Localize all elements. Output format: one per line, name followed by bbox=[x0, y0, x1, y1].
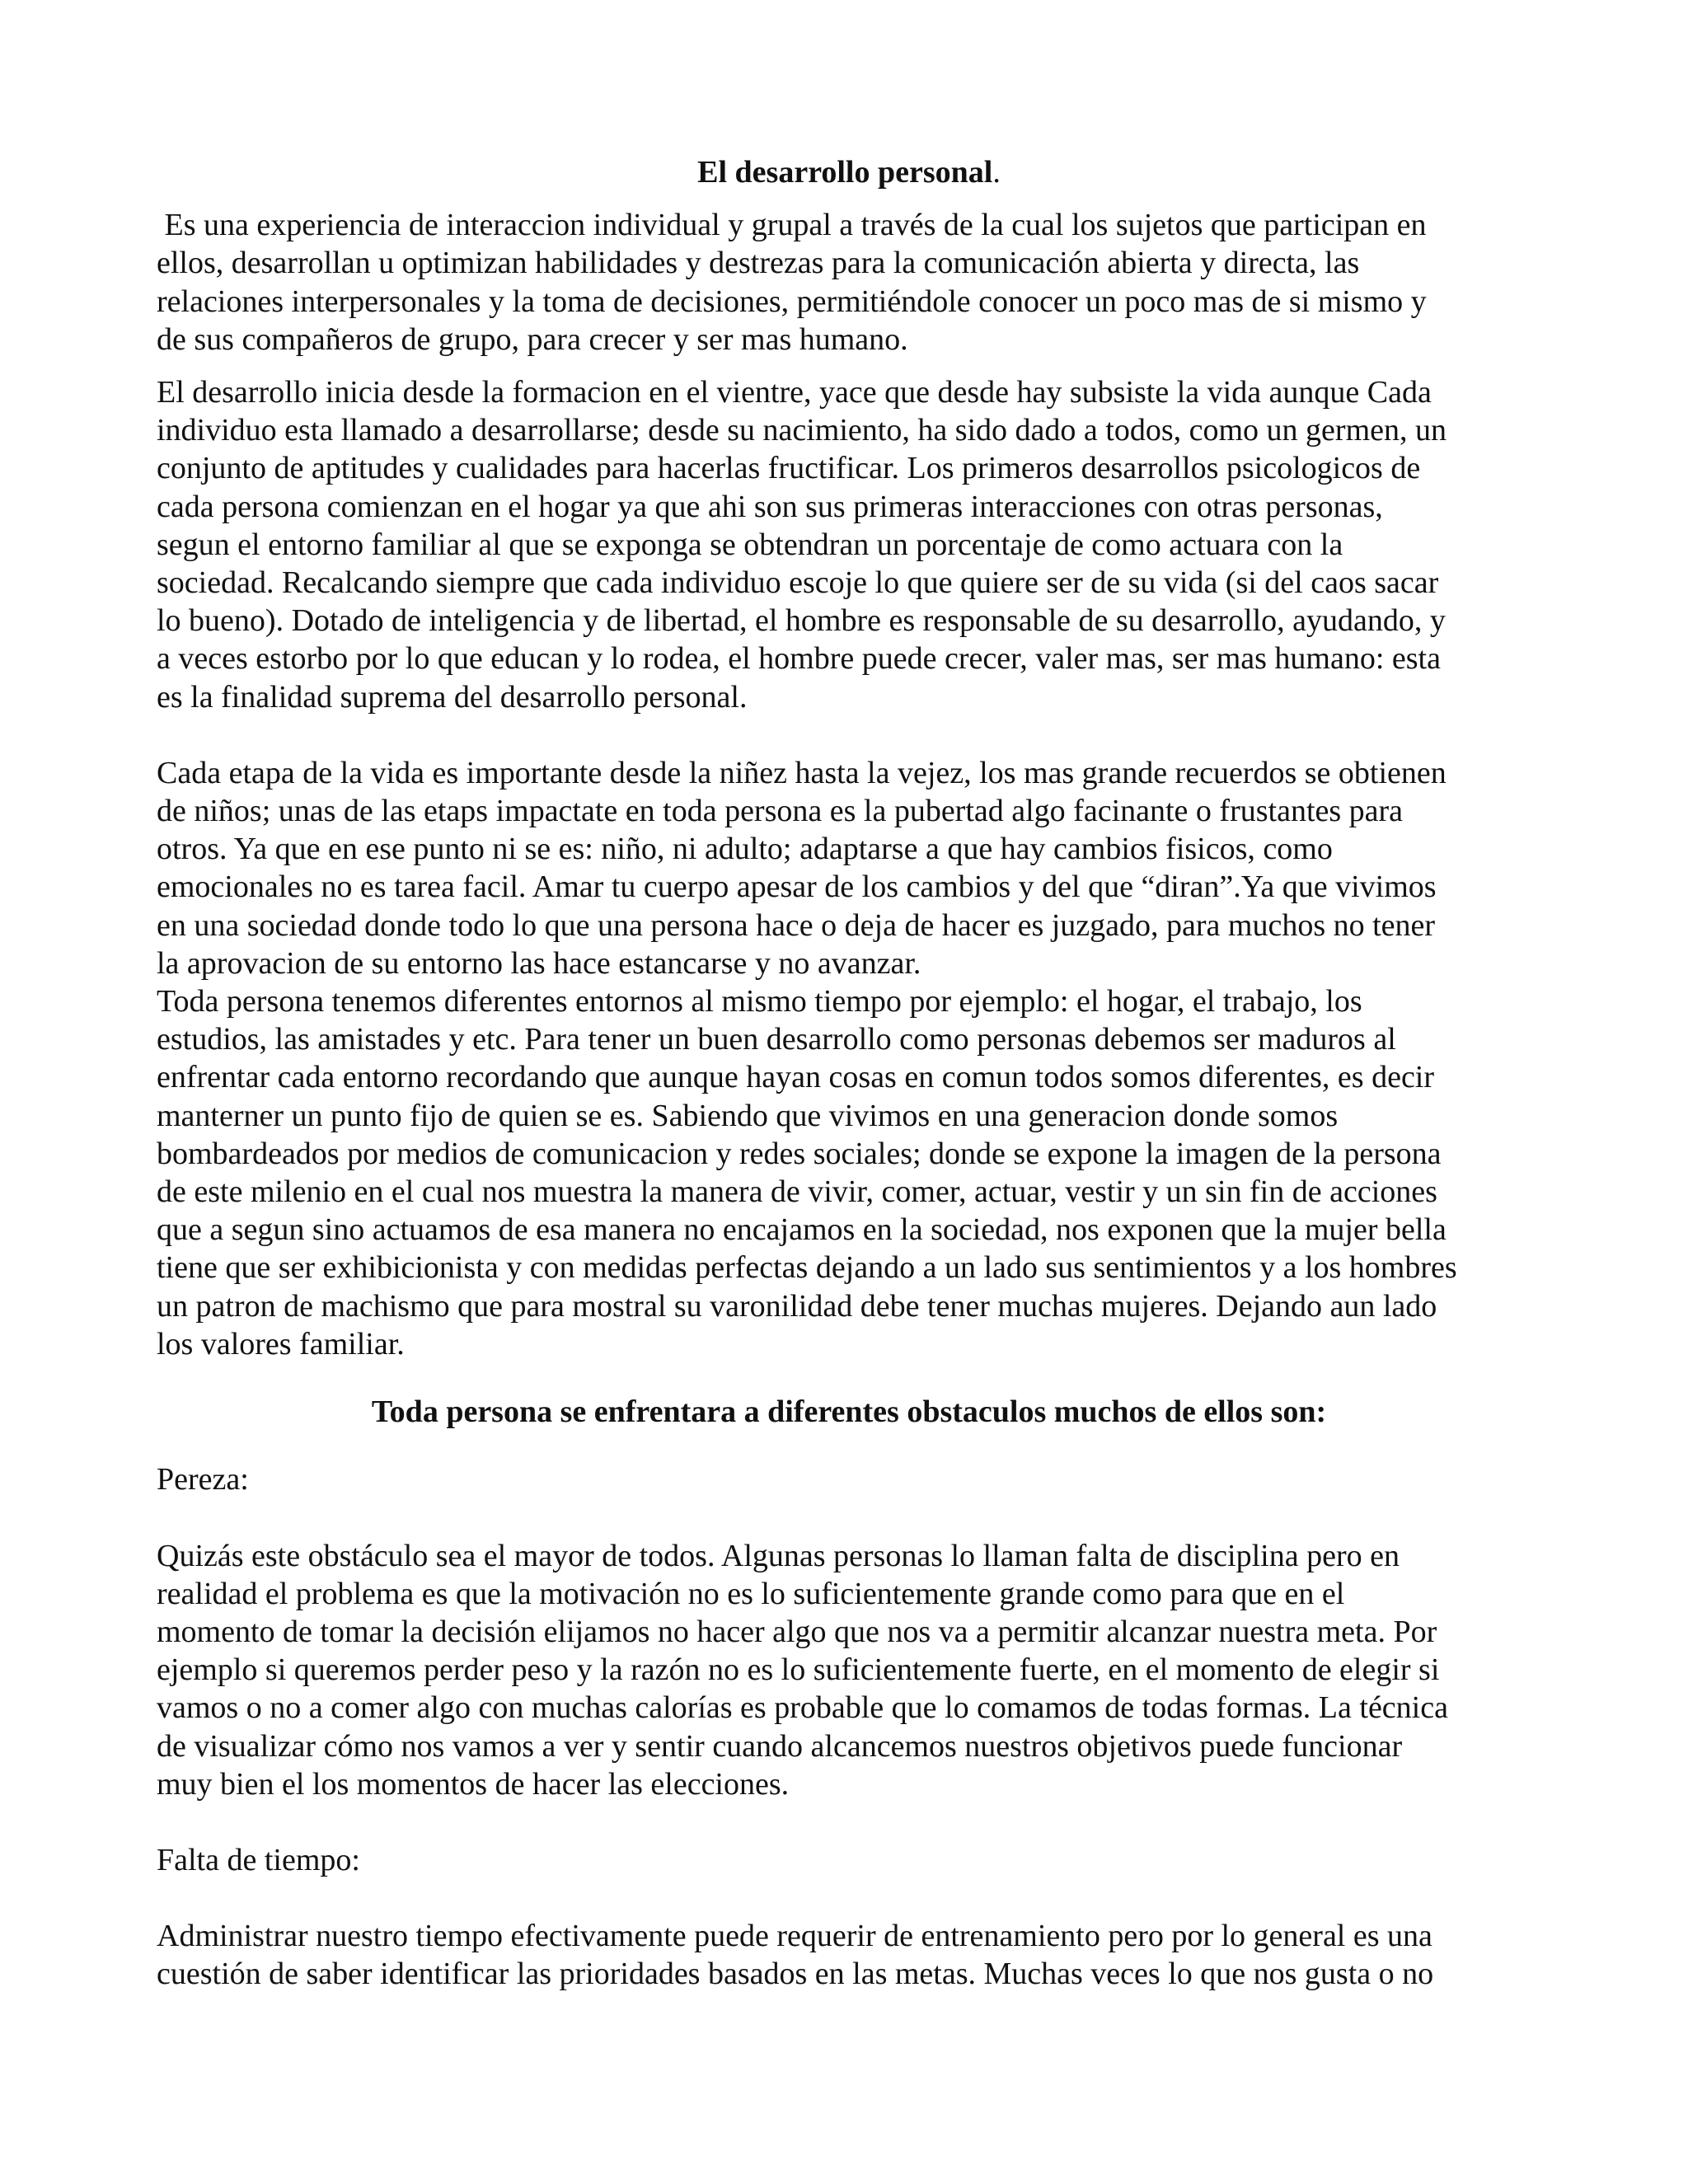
text-line: muy bien el los momentos de hacer las elecciones. bbox=[157, 1766, 790, 1802]
text-line: bombardeados por medios de comunicacion y redes sociales; donde se expone la imagen de la persona bbox=[157, 1136, 1442, 1171]
text-line: Cada etapa de la vida es importante desde la niñez hasta la vejez, los mas grande recuerdos se obtienen bbox=[157, 755, 1447, 790]
text-line: Toda persona tenemos diferentes entornos al mismo tiempo por ejemplo: el hogar, el trabajo, los bbox=[157, 984, 1362, 1019]
text-line: que a segun sino actuamos de esa manera no encajamos en la sociedad, nos exponen que la mujer bella bbox=[157, 1212, 1447, 1248]
text-line: la aprovacion de su entorno las hace estancarse y no avanzar. bbox=[157, 945, 921, 981]
paragraph-6 bbox=[157, 1917, 1541, 1993]
text-line: Administrar nuestro tiempo efectivamente puede requerir de entrenamiento pero por lo general es una bbox=[157, 1919, 1432, 1954]
text-line: ellos, desarrollan u optimizan habilidades y destrezas para la comunicación abierta y directa, las bbox=[157, 246, 1360, 281]
paragraph-2 bbox=[157, 373, 1541, 716]
obstacle-label-pereza: Pereza: bbox=[157, 1462, 249, 1497]
text-line: un patron de machismo que para mostral su varonilidad debe tener muchas mujeres. Dejando aun lado bbox=[157, 1288, 1437, 1324]
document-body bbox=[157, 153, 1541, 1994]
text-line: Quizás este obstáculo sea el mayor de todos. Algunas personas lo llaman falta de disciplina pero en bbox=[157, 1538, 1400, 1573]
text-line: Es una experiencia de interaccion individual y grupal a través de la cual los sujetos que participan en bbox=[157, 208, 1427, 243]
text-line: El desarrollo inicia desde la formacion en el vientre, yace que desde hay subsiste la vida aunque Cada bbox=[157, 375, 1432, 410]
text-line: tiene que ser exhibicionista y con medidas perfectas dejando a un lado sus sentimientos y a los hombres bbox=[157, 1250, 1457, 1286]
text-line: de sus compañeros de grupo, para crecer y ser mas humano. bbox=[157, 321, 908, 357]
text-line: de este milenio en el cual nos muestra la manera de vivir, comer, actuar, vestir y un sin fin de acciones bbox=[157, 1174, 1437, 1210]
section-heading: Toda persona se enfrentara a diferentes obstaculos muchos de ellos son: bbox=[371, 1394, 1327, 1430]
paragraph-4 bbox=[157, 982, 1541, 1363]
text-line: ejemplo si queremos perder peso y la razón no es lo suficientemente fuerte, en el momento de elegir si bbox=[157, 1652, 1440, 1688]
paragraph-3 bbox=[157, 754, 1541, 982]
text-line: los valores familiar. bbox=[157, 1326, 405, 1361]
text-line: cada persona comienzan en el hogar ya que ahi son sus primeras interacciones con otras personas, bbox=[157, 489, 1383, 524]
text-line: realidad el problema es que la motivación no es lo suficientemente grande como para que en el bbox=[157, 1576, 1345, 1611]
text-line: momento de tomar la decisión elijamos no hacer algo que nos va a permitir alcanzar nuestra meta. Por bbox=[157, 1614, 1437, 1649]
text-line: sociedad. Recalcando siempre que cada individuo escoje lo que quiere ser de su vida (si del caos sacar bbox=[157, 565, 1439, 601]
paragraph-1 bbox=[157, 206, 1541, 359]
text-line: vamos o no a comer algo con muchas calorías es probable que lo comamos de todas formas. La técnica bbox=[157, 1690, 1448, 1726]
text-line: lo bueno). Dotado de inteligencia y de libertad, el hombre es responsable de su desarrollo, ayudando, y bbox=[157, 603, 1446, 639]
text-line: de visualizar cómo nos vamos a ver y sentir cuando alcancemos nuestros objetivos puede funcionar bbox=[157, 1728, 1403, 1764]
text-line: individuo esta llamado a desarrollarse; desde su nacimiento, ha sido dado a todos, como un germen, un bbox=[157, 413, 1447, 448]
text-line: es la finalidad suprema del desarrollo personal. bbox=[157, 679, 748, 715]
title-period: . bbox=[992, 155, 1001, 190]
title-text: El desarrollo personal bbox=[697, 155, 993, 190]
text-line: emocionales no es tarea facil. Amar tu cuerpo apesar de los cambios y del que “diran”.Ya que vivimos bbox=[157, 869, 1437, 905]
text-line: otros. Ya que en ese punto ni se es: niño, ni adulto; adaptarse a que hay cambios fisicos, como bbox=[157, 832, 1333, 867]
text-line: de niños; unas de las etaps impactate en toda persona es la pubertad algo facinante o frustantes para bbox=[157, 794, 1404, 829]
text-line: conjunto de aptitudes y cualidades para hacerlas fructificar. Los primeros desarrollos psicologicos de bbox=[157, 451, 1421, 486]
text-line: en una sociedad donde todo lo que una persona hace o deja de hacer es juzgado, para muchos no tener bbox=[157, 907, 1436, 943]
document-title bbox=[157, 153, 1541, 191]
text-line: enfrentar cada entorno recordando que aunque hayan cosas en comun todos somos diferentes, es decir bbox=[157, 1060, 1435, 1095]
paragraph-5 bbox=[157, 1537, 1541, 1803]
text-line: cuestión de saber identificar las prioridades basados en las metas. Muchas veces lo que nos gusta o no bbox=[157, 1957, 1434, 1992]
text-line: segun el entorno familiar al que se exponga se obtendran un porcentaje de como actuara con la bbox=[157, 527, 1343, 562]
text-line: manterner un punto fijo de quien se es. Sabiendo que vivimos en una generacion donde somos bbox=[157, 1098, 1339, 1133]
text-line: relaciones interpersonales y la toma de decisiones, permitiéndole conocer un poco mas de si mismo y bbox=[157, 284, 1427, 319]
obstacle-label-falta-de-tiempo: Falta de tiempo: bbox=[157, 1842, 360, 1877]
text-line: a veces estorbo por lo que educan y lo rodea, el hombre puede crecer, valer mas, ser mas humano: esta bbox=[157, 641, 1441, 677]
text-line: estudios, las amistades y etc. Para tener un buen desarrollo como personas debemos ser maduros al bbox=[157, 1022, 1396, 1057]
